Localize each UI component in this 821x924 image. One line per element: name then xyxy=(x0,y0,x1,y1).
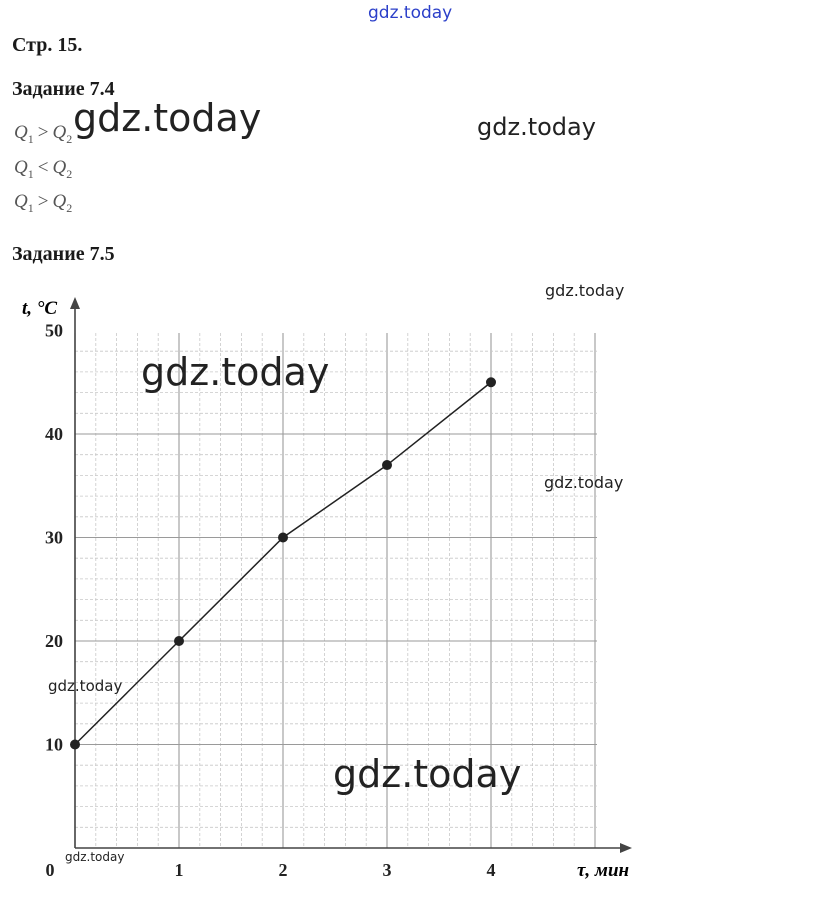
watermark-tiny: gdz.today xyxy=(65,850,125,864)
page-label: Стр. 15. xyxy=(12,34,83,56)
y-tick-label: 40 xyxy=(45,424,63,444)
temperature-chart xyxy=(0,280,821,890)
data-point xyxy=(382,460,392,470)
x-tick-label: 3 xyxy=(382,860,392,880)
task-7-4-line-2: $Q_1 < Q_2$ xyxy=(14,157,73,181)
task-7-4-title: Задание 7.4 xyxy=(12,78,115,100)
y-tick-label: 20 xyxy=(45,631,63,651)
y-tick-label: 10 xyxy=(45,734,63,755)
data-point xyxy=(174,636,184,646)
watermark-top: gdz.today xyxy=(368,3,453,23)
task-7-5-title: Задание 7.5 xyxy=(12,243,115,265)
y-axis-arrow xyxy=(70,297,80,309)
watermark-large-3: gdz.today xyxy=(333,752,522,796)
data-point xyxy=(486,377,496,387)
x-tick-label: 4 xyxy=(486,860,496,880)
watermark-large-2: gdz.today xyxy=(141,350,330,394)
watermark-small-1: gdz.today xyxy=(545,281,625,300)
task-7-4-line-1: $Q_1 > Q_2$ xyxy=(14,122,73,146)
y-axis-label: t, °C xyxy=(22,298,58,319)
watermark-large-1: gdz.today xyxy=(73,96,262,140)
chart-ticks xyxy=(45,321,496,881)
watermark-small-3: gdz.today xyxy=(48,677,123,695)
y-tick-label: 30 xyxy=(45,527,63,548)
x-axis-arrow xyxy=(620,843,632,853)
watermark-medium-1: gdz.today xyxy=(477,113,596,141)
data-point xyxy=(278,533,288,543)
x-tick-label: 0 xyxy=(45,860,55,880)
data-point xyxy=(70,740,80,750)
x-tick-label: 2 xyxy=(278,860,288,880)
y-tick-label: 50 xyxy=(45,320,63,341)
watermark-small-2: gdz.today xyxy=(544,473,624,492)
x-tick-label: 1 xyxy=(174,860,184,880)
x-axis-label: τ, мин xyxy=(577,860,630,881)
task-7-4-line-3: $Q_1 > Q_2$ xyxy=(14,191,73,215)
